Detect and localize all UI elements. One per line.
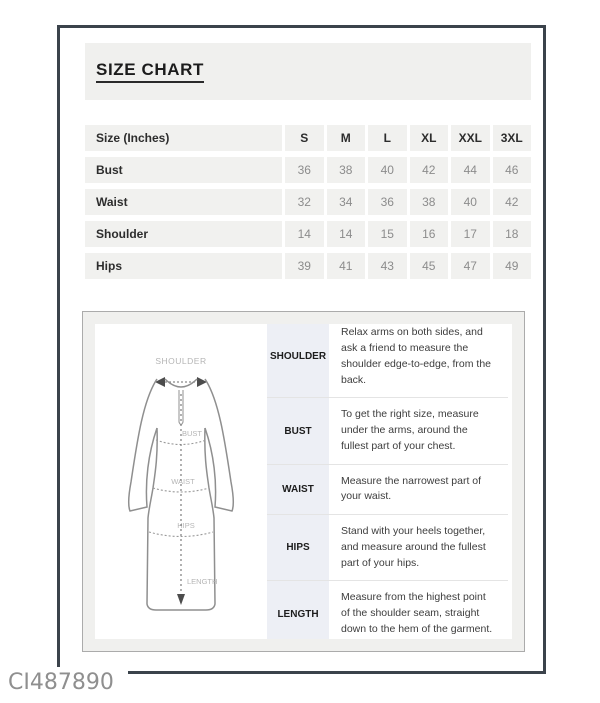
size-col-header: XXL — [451, 125, 490, 151]
size-cell: 18 — [493, 221, 532, 247]
measure-guide-box — [82, 311, 525, 652]
measure-term: LENGTH — [267, 581, 329, 639]
measure-row-length — [267, 580, 508, 639]
size-cell: 44 — [451, 157, 490, 183]
size-cell: 40 — [368, 157, 407, 183]
size-cell: 47 — [451, 253, 490, 279]
size-cell: 17 — [451, 221, 490, 247]
watermark: CI487890 — [2, 667, 128, 699]
size-cell: 42 — [410, 157, 449, 183]
size-cell: 43 — [368, 253, 407, 279]
garment-diagram — [95, 324, 267, 639]
row-label: Bust — [85, 157, 282, 183]
row-label: Shoulder — [85, 221, 282, 247]
measure-term: BUST — [267, 398, 329, 463]
measure-desc: Measure the narrowest part of your waist. — [341, 474, 482, 503]
diagram-waist-label: WAIST — [171, 476, 195, 486]
diagram-bust-label: BUST — [181, 428, 203, 438]
size-cell: 36 — [368, 189, 407, 215]
size-cell: 39 — [285, 253, 324, 279]
neckline — [165, 379, 197, 387]
size-col-header: 3XL — [493, 125, 532, 151]
size-cell: 38 — [327, 157, 366, 183]
measure-term: WAIST — [267, 465, 329, 515]
measure-row-waist — [267, 464, 508, 515]
size-cell: 46 — [493, 157, 532, 183]
kurti-outline-drawing — [95, 332, 267, 632]
size-col-header: XL — [410, 125, 449, 151]
size-cell: 14 — [285, 221, 324, 247]
page-title: SIZE CHART — [96, 60, 204, 83]
diagram-length-label: LENGTH — [187, 576, 218, 586]
size-col-header: M — [327, 125, 366, 151]
size-col-header: S — [285, 125, 324, 151]
title-strip — [85, 43, 531, 100]
row-label: Waist — [85, 189, 282, 215]
size-cell: 16 — [410, 221, 449, 247]
row-label: Hips — [85, 253, 282, 279]
size-cell: 14 — [327, 221, 366, 247]
size-cell: 36 — [285, 157, 324, 183]
size-table-row-shoulder — [85, 221, 531, 247]
measure-term: HIPS — [267, 515, 329, 580]
size-cell: 41 — [327, 253, 366, 279]
measure-row-shoulder — [267, 324, 508, 397]
size-cell: 15 — [368, 221, 407, 247]
size-table — [85, 125, 531, 285]
size-table-row-bust — [85, 157, 531, 183]
measure-row-hips — [267, 514, 508, 580]
size-cell: 32 — [285, 189, 324, 215]
size-col-header: L — [368, 125, 407, 151]
measure-row-bust — [267, 397, 508, 463]
size-cell: 45 — [410, 253, 449, 279]
diagram-hips-label: HIPS — [177, 520, 195, 530]
size-cell: 34 — [327, 189, 366, 215]
size-table-row-hips — [85, 253, 531, 279]
unit-header-cell: Size (Inches) — [85, 125, 282, 151]
measure-guide-table — [267, 324, 512, 639]
size-cell: 38 — [410, 189, 449, 215]
measure-guide-content — [95, 324, 512, 639]
shoulder-arrow-right-icon — [197, 377, 207, 387]
length-arrow-icon — [177, 594, 185, 605]
size-cell: 42 — [493, 189, 532, 215]
outer-frame — [57, 25, 546, 674]
size-cell: 40 — [451, 189, 490, 215]
measure-term: SHOULDER — [267, 324, 329, 397]
diagram-shoulder-label: SHOULDER — [155, 355, 207, 366]
size-cell: 49 — [493, 253, 532, 279]
shoulder-arrow-left-icon — [155, 377, 165, 387]
size-table-row-waist — [85, 189, 531, 215]
measure-desc: To get the right size, measure under the arms, around the fullest part of your chest. — [341, 408, 479, 452]
measure-desc: Relax arms on both sides, and ask a friend to measure the shoulder edge-to-edge, from the back. — [341, 326, 492, 386]
measure-desc: Measure from the highest point of the shoulder seam, straight down to the hem of the garment. — [341, 591, 493, 635]
size-table-header-row — [85, 125, 531, 151]
measure-desc: Stand with your heels together, and measure around the fullest part of your hips. — [341, 525, 486, 569]
